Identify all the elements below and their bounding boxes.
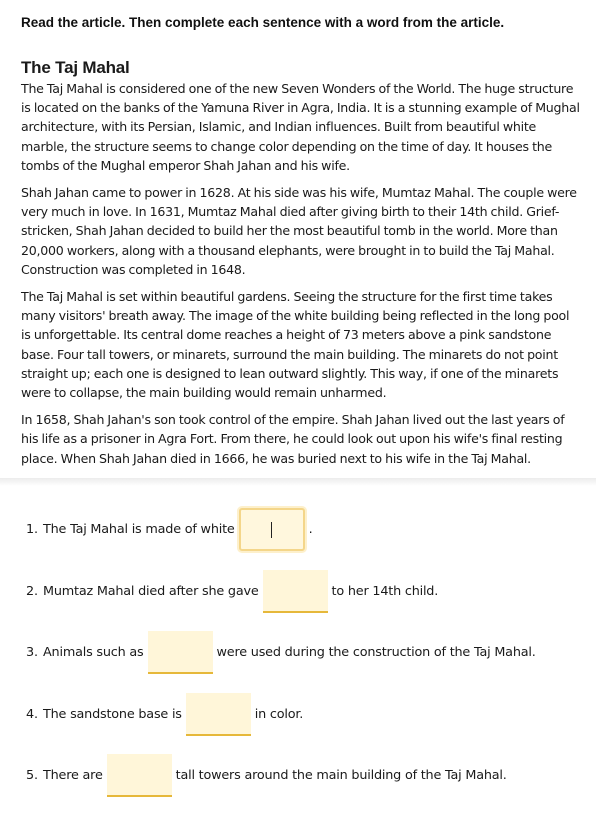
question-text-after: were used during the construction of the Taj Mahal. [216,645,536,660]
question-text-after: . [308,522,313,537]
section-divider [0,478,596,486]
answer-blank-3[interactable] [148,631,213,674]
answer-blank-5[interactable] [107,754,172,797]
question-text-before: There are [43,768,103,783]
text-cursor [271,522,272,538]
question-1 [26,508,312,551]
article-title: The Taj Mahal [21,58,130,77]
question-number: 1. [26,522,38,537]
question-text-before: The sandstone base is [43,707,182,722]
question-text-before: The Taj Mahal is made of white [43,522,235,537]
question-text-before: Mumtaz Mahal died after she gave [43,584,259,599]
question-number: 5. [26,768,38,783]
article-paragraph: The Taj Mahal is considered one of the new Seven Wonders of the World. The huge structure is located on the banks of the Yamuna River in Agra, India. It is a stunning example of Mughal architecture, with its Persian, Islamic, and Indian influences. Built from beautiful white marble, the structure seems to change color depending on the time of day. It houses the tombs of the Mughal emperor Shah Jahan and his wife. [21,81,580,173]
article-paragraph: In 1658, Shah Jahan's son took control of the empire. Shah Jahan lived out the last years of his life as a prisoner in Agra Fort. From there, he could look out upon his wife's final resting place. When Shah Jahan died in 1666, he was buried next to his wife in the Taj Mahal. [21,412,565,466]
question-2 [26,570,438,613]
answer-blank-2[interactable] [263,570,328,613]
question-3 [26,631,536,674]
answer-blank-1[interactable] [239,508,305,551]
question-text-before: Animals such as [43,645,144,660]
question-text-after: to her 14th child. [331,584,439,599]
question-text-after: tall towers around the main building of the Taj Mahal. [175,768,507,783]
instructions: Read the article. Then complete each sentence with a word from the article. [21,15,505,30]
question-number: 2. [26,584,38,599]
article-paragraph: The Taj Mahal is set within beautiful gardens. Seeing the structure for the first time takes many visitors' breath away. The image of the white building being reflected in the long pool is unforgettable. Its central dome reaches a height of 73 meters above a pink sandstone base. Four tall towers, or minarets, surround the main building. The minarets do not point straight up; each one is designed to lean outward slightly. This way, if one of the minarets were to collapse, the main building would remain unharmed. [21,289,570,401]
article-paragraph: Shah Jahan came to power in 1628. At his side was his wife, Mumtaz Mahal. The couple were very much in love. In 1631, Mumtaz Mahal died after giving birth to their 14th child. Grief-stricken, Shah Jahan decided to build her the most beautiful tomb in the world. More than 20,000 workers, along with a thousand elephants, were brought in to build the Taj Mahal. Construction was completed in 1648. [21,185,577,277]
question-number: 3. [26,645,38,660]
answer-blank-4[interactable] [186,693,251,736]
question-5 [26,754,507,797]
question-text-after: in color. [254,707,304,722]
article [21,58,581,476]
question-number: 4. [26,707,38,722]
question-4 [26,693,303,736]
